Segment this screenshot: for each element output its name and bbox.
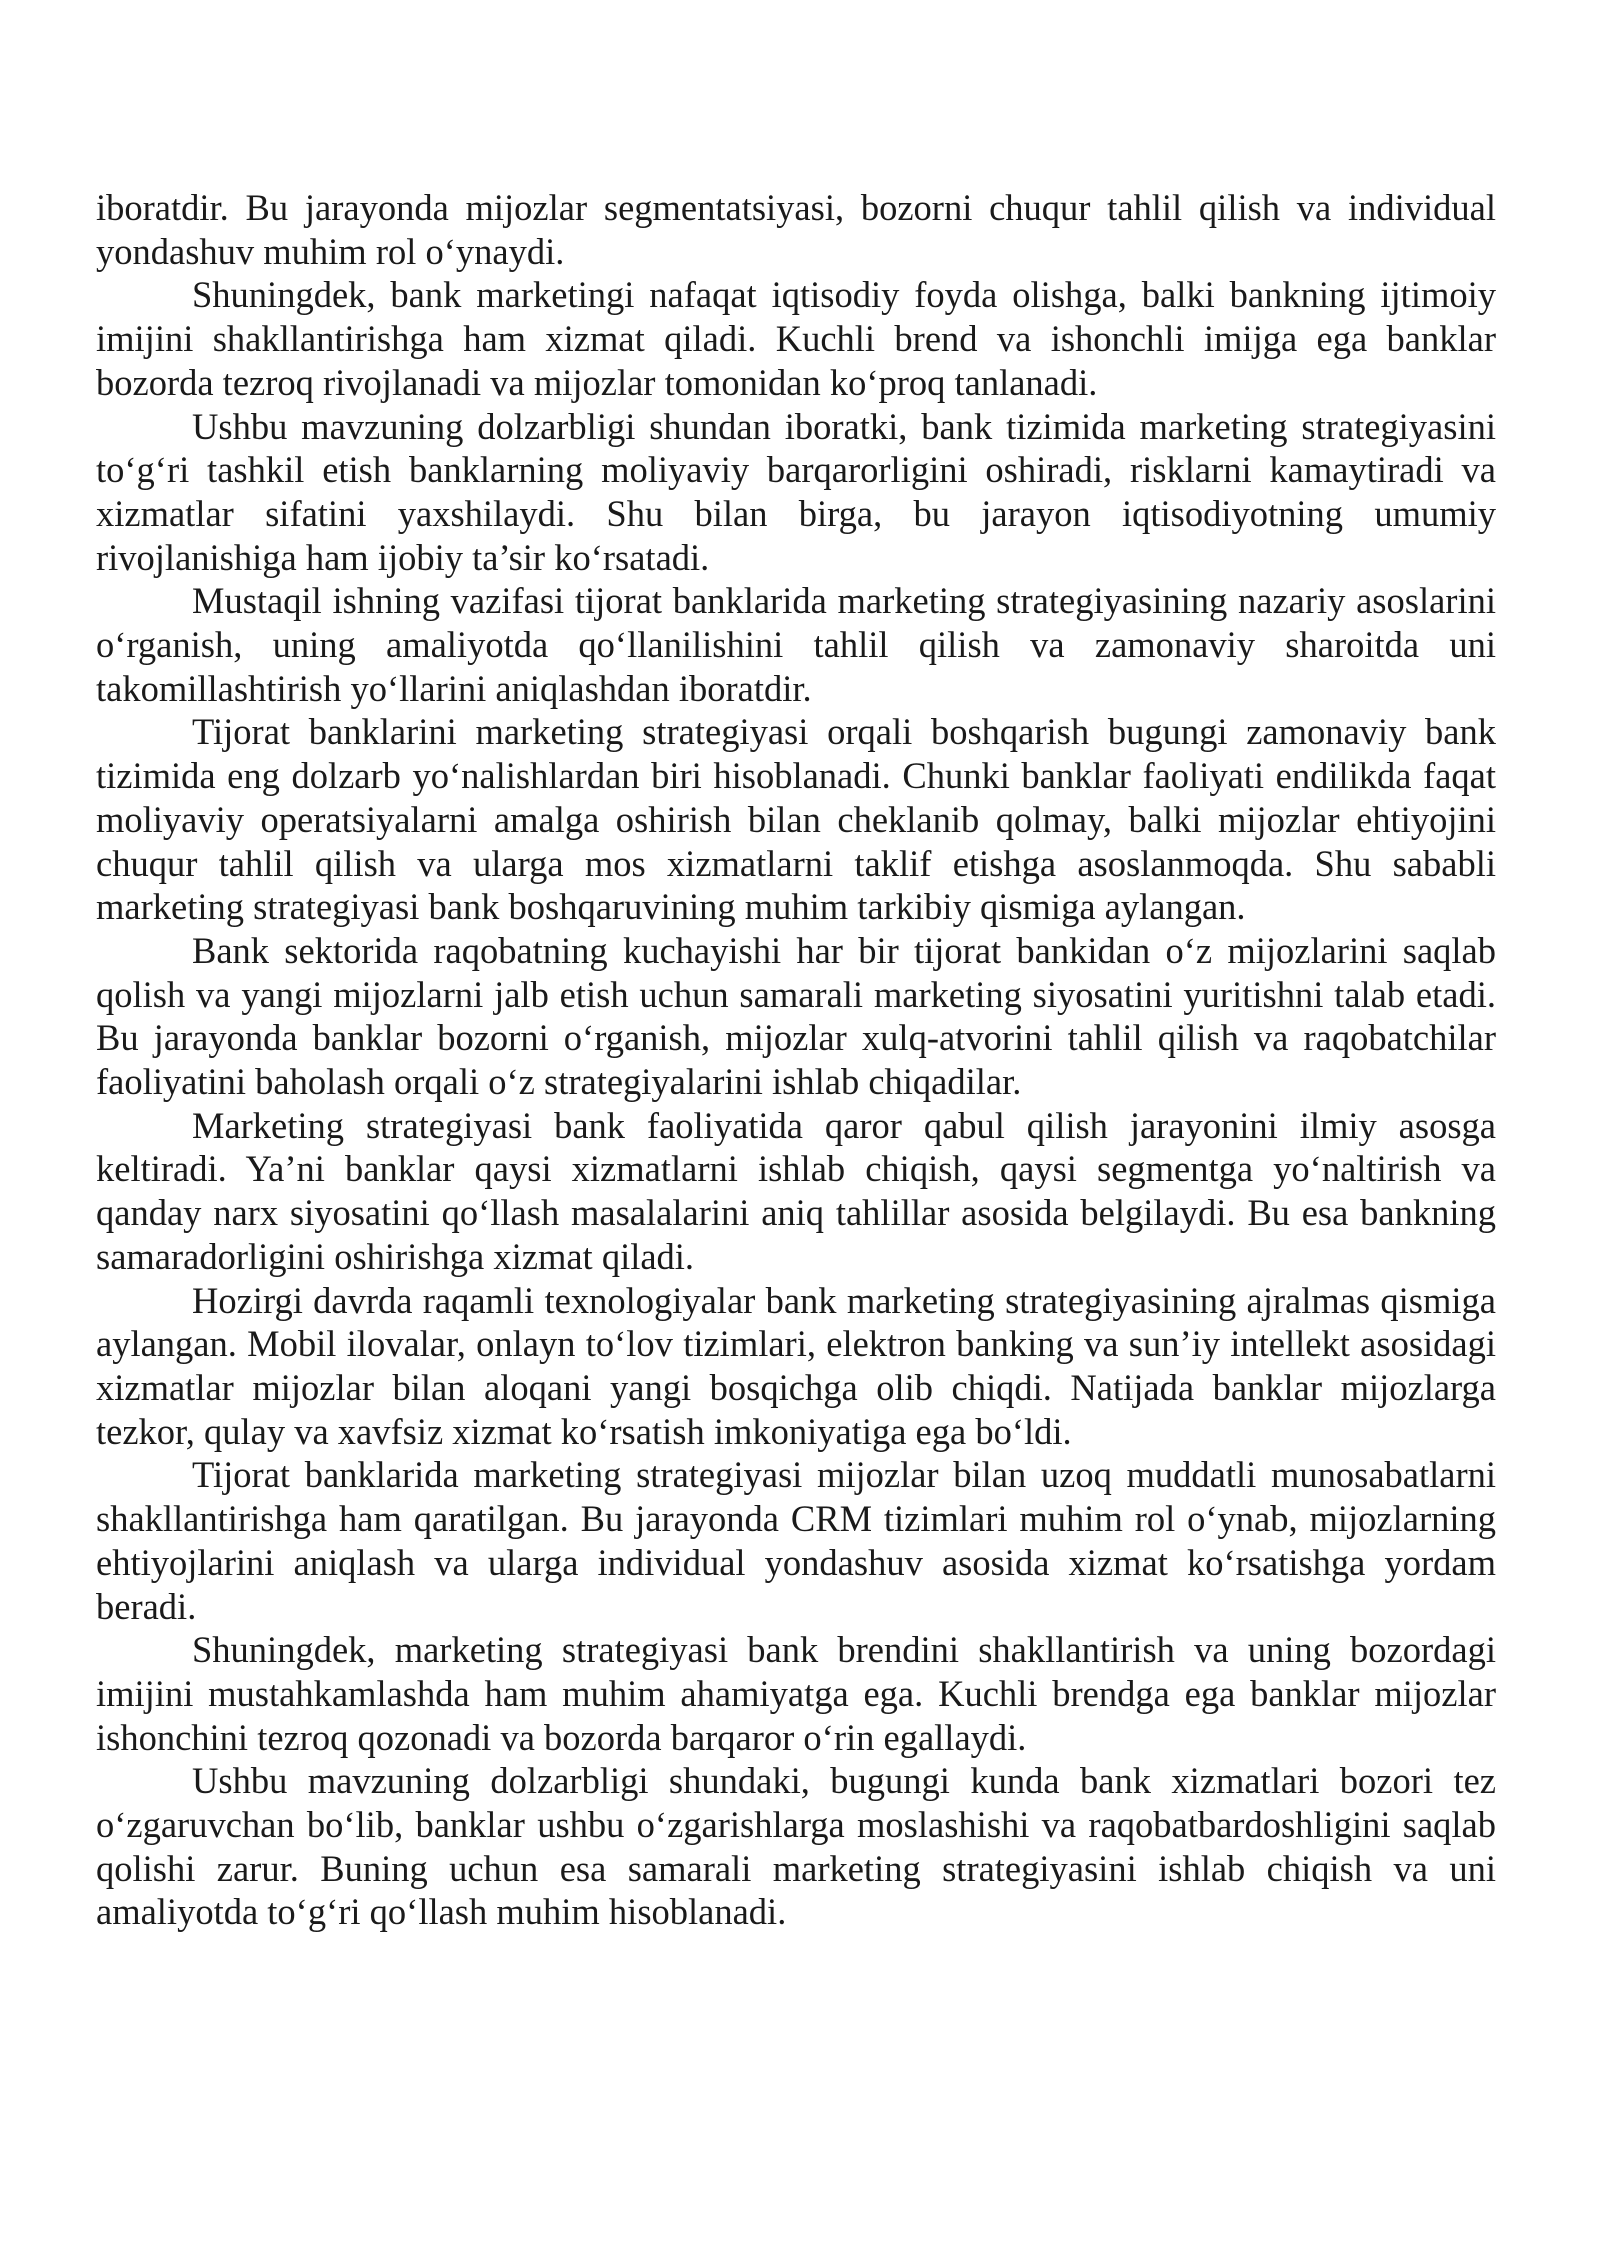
paragraph: Bank sektorida raqobatning kuchayishi har bir tijorat bankidan o‘z mijozlarini saqlab qolish va yangi mijozlarni jalb etish uchun samarali marketing siyosatini yuritishni talab etadi. Bu jarayonda banklar bozorni o‘rganish, mijozlar xulq-atvorini tahlil qilish va raqobatchilar faoliyatini baholash orqali o‘z strategiyalarini ishlab chiqadilar. [96,929,1496,1103]
paragraph: Tijorat banklarida marketing strategiyasi mijozlar bilan uzoq muddatli munosabatlarni shakllantirishga ham qaratilgan. Bu jarayonda CRM tizimlari muhim rol o‘ynab, mijozlarning ehtiyojlarini aniqlash va ularga individual yondashuv asosida xizmat ko‘rsatishga yordam beradi. [96,1454,1496,1627]
paragraph: Marketing strategiyasi bank faoliyatida qaror qabul qilish jarayonini ilmiy asosga keltiradi. Ya’ni banklar qaysi xizmatlarni ishlab chiqish, qaysi segmentga yo‘naltirish va qanday narx siyosatini qo‘llash masalalarini aniq tahlillar asosida belgilaydi. Bu esa bankning samaradorligini oshirishga xizmat qiladi. [96,1104,1496,1277]
paragraph-continued: iboratdir. Bu jarayonda mijozlar segmentatsiyasi, bozorni chuqur tahlil qilish va individual yondashuv muhim rol o‘ynaydi. [96,187,1496,272]
paragraph: Tijorat banklarini marketing strategiyasi orqali boshqarish bugungi zamonaviy bank tizimida eng dolzarb yo‘nalishlardan biri hisoblanadi. Chunki banklar faoliyati endilikda faqat moliyaviy operatsiyalarni amalga oshirish bilan cheklanib qolmay, balki mijozlar ehtiyojini chuqur tahlil qilish va ularga mos xizmatlarni taklif etishga asoslanmoqda. Shu sababli marketing strategiyasi bank boshqaruvining muhim tarkibiy qismiga aylangan. [96,711,1496,928]
paragraph: Shuningdek, bank marketingi nafaqat iqtisodiy foyda olishga, balki bankning ijtimoiy imijini shakllantirishga ham xizmat qiladi. Kuchli brend va ishonchli imijga ega banklar bozorda tezroq rivojlanadi va mijozlar tomonidan ko‘proq tanlanadi. [96,274,1496,403]
paragraph: Mustaqil ishning vazifasi tijorat banklarida marketing strategiyasining nazariy asoslarini o‘rganish, uning amaliyotda qo‘llanilishini tahlil qilish va zamonaviy sharoitda uni takomillashtirish yo‘llarini aniqlashdan iboratdir. [96,580,1496,709]
paragraph: Shuningdek, marketing strategiyasi bank brendini shakllantirish va uning bozordagi imijini mustahkamlashda ham muhim ahamiyatga ega. Kuchli brendga ega banklar mijozlar ishonchini tezroq qozonadi va bozorda barqaror o‘rin egallaydi. [96,1629,1496,1758]
paragraph: Hozirgi davrda raqamli texnologiyalar bank marketing strategiyasining ajralmas qismiga aylangan. Mobil ilovalar, onlayn to‘lov tizimlari, elektron banking va sun’iy intellekt asosidagi xizmatlar mijozlar bilan aloqani yangi bosqichga olib chiqdi. Natijada banklar mijozlarga tezkor, qulay va xavfsiz xizmat ko‘rsatish imkoniyatiga ega bo‘ldi. [96,1279,1496,1452]
paragraph: Ushbu mavzuning dolzarbligi shundan iboratki, bank tizimida marketing strategiyasini to‘g‘ri tashkil etish banklarning moliyaviy barqarorligini oshiradi, risklarni kamaytiradi va xizmatlar sifatini yaxshilaydi. Shu bilan birga, bu jarayon iqtisodiyotning umumiy rivojlanishiga ham ijobiy ta’sir ko‘rsatadi. [96,405,1496,578]
document-body [96,186,1496,1934]
paragraph: Ushbu mavzuning dolzarbligi shundaki, bugungi kunda bank xizmatlari bozori tez o‘zgaruvchan bo‘lib, banklar ushbu o‘zgarishlarga moslashishi va raqobatbardoshligini saqlab qolishi zarur. Buning uchun esa samarali marketing strategiyasini ishlab chiqish va uni amaliyotda to‘g‘ri qo‘llash muhim hisoblanadi. [96,1760,1496,1933]
